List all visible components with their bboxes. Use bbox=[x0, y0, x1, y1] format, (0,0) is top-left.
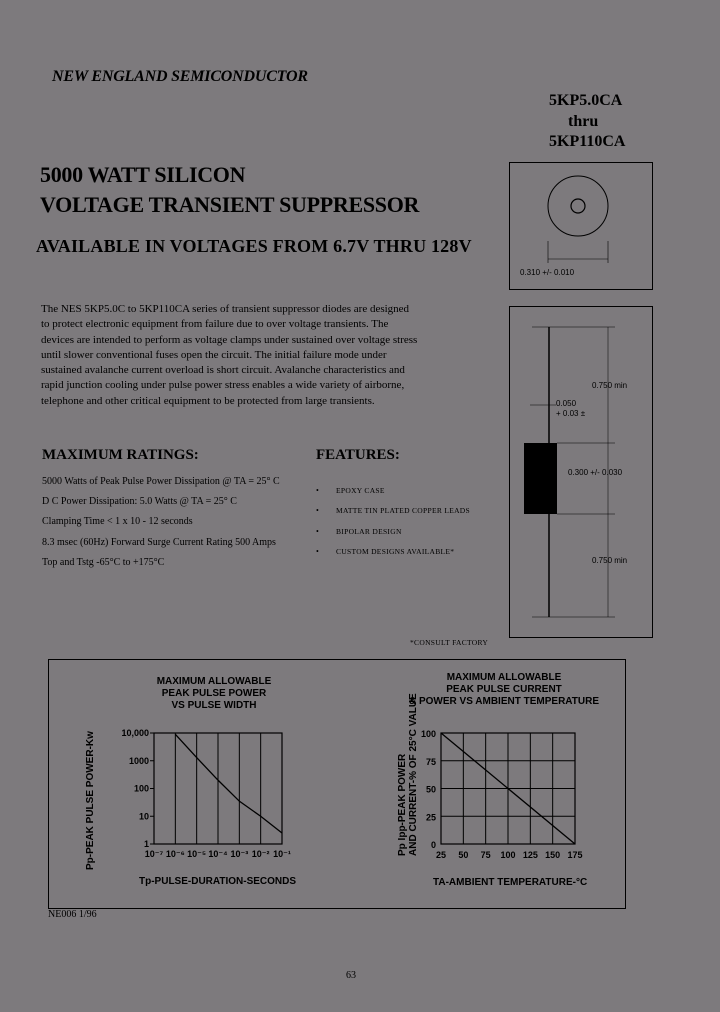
chart1-ylabel: Pp-PEAK PULSE POWER-Kw bbox=[85, 731, 96, 870]
rating-item: D C Power Dissipation: 5.0 Watts @ TA = 25° C bbox=[42, 496, 237, 507]
chart1-series-line bbox=[175, 734, 282, 833]
rating-item: Top and Tstg -65°C to +175°C bbox=[42, 557, 165, 568]
description-line: devices are intended to perform as voltage clamps under sustained over voltage stress bbox=[41, 333, 418, 346]
chart1-x-tick-label: 10⁻⁶ bbox=[165, 849, 185, 859]
chart2-y-tick-label: 0 bbox=[430, 840, 436, 850]
chart1-y-tick-label: 10 bbox=[138, 811, 149, 822]
ratings-heading: MAXIMUM RATINGS: bbox=[42, 447, 199, 463]
lead-length-bottom-dim: 0.750 min bbox=[592, 556, 628, 565]
description-line: rapid junction cooling under pulse power stress enables a wide variety of airborne, bbox=[41, 379, 405, 392]
package-diameter-dim: 0.310 +/- 0.010 bbox=[520, 268, 575, 277]
chart1-xlabel: Tp-PULSE-DURATION-SECONDS bbox=[139, 876, 297, 887]
chart2-x-tick-label: 75 bbox=[480, 850, 491, 860]
chart2-x-tick-label: 125 bbox=[522, 850, 538, 860]
chart1-title-line: PEAK PULSE POWER bbox=[161, 688, 267, 699]
description bbox=[41, 302, 441, 409]
description-line: sustained avalanche current overload is short circuit. Avalanche characteristics and bbox=[41, 364, 405, 377]
bullet-icon: • bbox=[316, 506, 319, 515]
package-body bbox=[524, 443, 557, 514]
chart1-y-tick-label: 100 bbox=[133, 783, 149, 794]
part-number-thru: thru bbox=[568, 113, 599, 130]
chart2-x-tick-label: 150 bbox=[545, 850, 561, 860]
chart2-xlabel: TA-AMBIENT TEMPERATURE-°C bbox=[433, 877, 588, 888]
chart2-y-tick-label: 25 bbox=[425, 812, 436, 823]
chart1-x-tick-label: 10⁻⁵ bbox=[187, 849, 207, 859]
chart1-x-tick-label: 10⁻³ bbox=[230, 849, 249, 859]
chart1-title-line: MAXIMUM ALLOWABLE bbox=[156, 676, 272, 687]
rating-item: 8.3 msec (60Hz) Forward Surge Current Rating 500 Amps bbox=[42, 537, 276, 548]
chart1-y-tick-label: 10,000 bbox=[121, 728, 149, 738]
feature-item: BIPOLAR DESIGN bbox=[336, 527, 402, 536]
chart1-y-tick-label: 1 bbox=[143, 839, 149, 849]
package-outer-circle bbox=[548, 176, 608, 236]
chart1-title-line: VS PULSE WIDTH bbox=[171, 700, 257, 711]
package-side-view bbox=[509, 306, 653, 638]
subtitle: AVAILABLE IN VOLTAGES FROM 6.7V THRU 128V bbox=[36, 236, 472, 256]
chart1-x-tick-label: 10⁻² bbox=[251, 849, 270, 859]
chart2-y-tick-label: 75 bbox=[425, 756, 436, 767]
package-top-view bbox=[509, 162, 653, 290]
chart2-x-tick-label: 50 bbox=[458, 850, 469, 860]
part-number-start: 5KP5.0CA bbox=[549, 92, 623, 109]
chart2-ylabel-line: Pp Ipp-PEAK POWER bbox=[397, 753, 408, 856]
chart2-y-tick-label: 100 bbox=[420, 729, 436, 739]
chart2-title-line: MAXIMUM ALLOWABLE bbox=[446, 672, 562, 683]
document-code: NE006 1/96 bbox=[48, 909, 97, 920]
features-heading: FEATURES: bbox=[316, 447, 400, 463]
description-line: until slower conventional fuses open the circuit. The initial failure mode under bbox=[41, 348, 387, 361]
page-number: 63 bbox=[346, 970, 356, 981]
chart2-x-tick-label: 100 bbox=[500, 850, 516, 860]
chart1-y-tick-label: 1000 bbox=[128, 755, 149, 766]
chart2-title-line: PEAK PULSE CURRENT bbox=[446, 684, 562, 695]
charts-svg bbox=[49, 660, 625, 908]
body-length-dim: 0.300 +/- 0.030 bbox=[568, 468, 623, 477]
consult-factory-note: *CONSULT FACTORY bbox=[410, 638, 489, 647]
title-line-2: VOLTAGE TRANSIENT SUPPRESSOR bbox=[40, 192, 420, 217]
description-line: telephone and other critical equipment to be protected from large transients. bbox=[41, 394, 375, 407]
bullet-icon: • bbox=[316, 527, 319, 536]
chart2-x-tick-label: 25 bbox=[435, 850, 447, 860]
description-line: to protect electronic equipment from failure due to over voltage transients. The bbox=[41, 318, 389, 331]
package-lead-circle bbox=[571, 199, 585, 213]
chart2-x-tick-label: 175 bbox=[567, 850, 583, 860]
charts-panel bbox=[48, 659, 626, 909]
lead-length-top-dim: 0.750 min bbox=[592, 381, 628, 390]
feature-item: MATTE TIN PLATED COPPER LEADS bbox=[336, 506, 470, 515]
lead-diameter-tol: + 0.03 ± bbox=[556, 409, 586, 418]
chart2-ylabel-line: AND CURRENT-% OF 25°C VALUE bbox=[408, 693, 419, 856]
feature-item: CUSTOM DESIGNS AVAILABLE* bbox=[336, 547, 455, 556]
chart1-x-tick-label: 10⁻¹ bbox=[273, 849, 291, 859]
rating-item: Clamping Time < 1 x 10 - 12 seconds bbox=[42, 516, 193, 527]
company-name: NEW ENGLAND SEMICONDUCTOR bbox=[52, 68, 308, 85]
description-line: The NES 5KP5.0C to 5KP110CA series of transient suppressor diodes are designed bbox=[41, 303, 410, 315]
rating-item: 5000 Watts of Peak Pulse Power Dissipation @ TA = 25° C bbox=[42, 476, 280, 487]
chart2-y-tick-label: 50 bbox=[425, 784, 436, 795]
feature-item: EPOXY CASE bbox=[336, 486, 385, 495]
lead-diameter-dim: 0.050 bbox=[556, 399, 577, 408]
chart1-x-tick-label: 10⁻⁷ bbox=[144, 849, 164, 859]
part-number-end: 5KP110CA bbox=[549, 133, 626, 150]
bullet-icon: • bbox=[316, 486, 319, 495]
bullet-icon: • bbox=[316, 547, 319, 556]
chart2-title-line: & POWER VS AMBIENT TEMPERATURE bbox=[408, 696, 599, 707]
title-line-1: 5000 WATT SILICON bbox=[40, 162, 246, 187]
chart2-ylabel bbox=[397, 693, 419, 856]
chart1-x-tick-label: 10⁻⁴ bbox=[208, 849, 228, 859]
